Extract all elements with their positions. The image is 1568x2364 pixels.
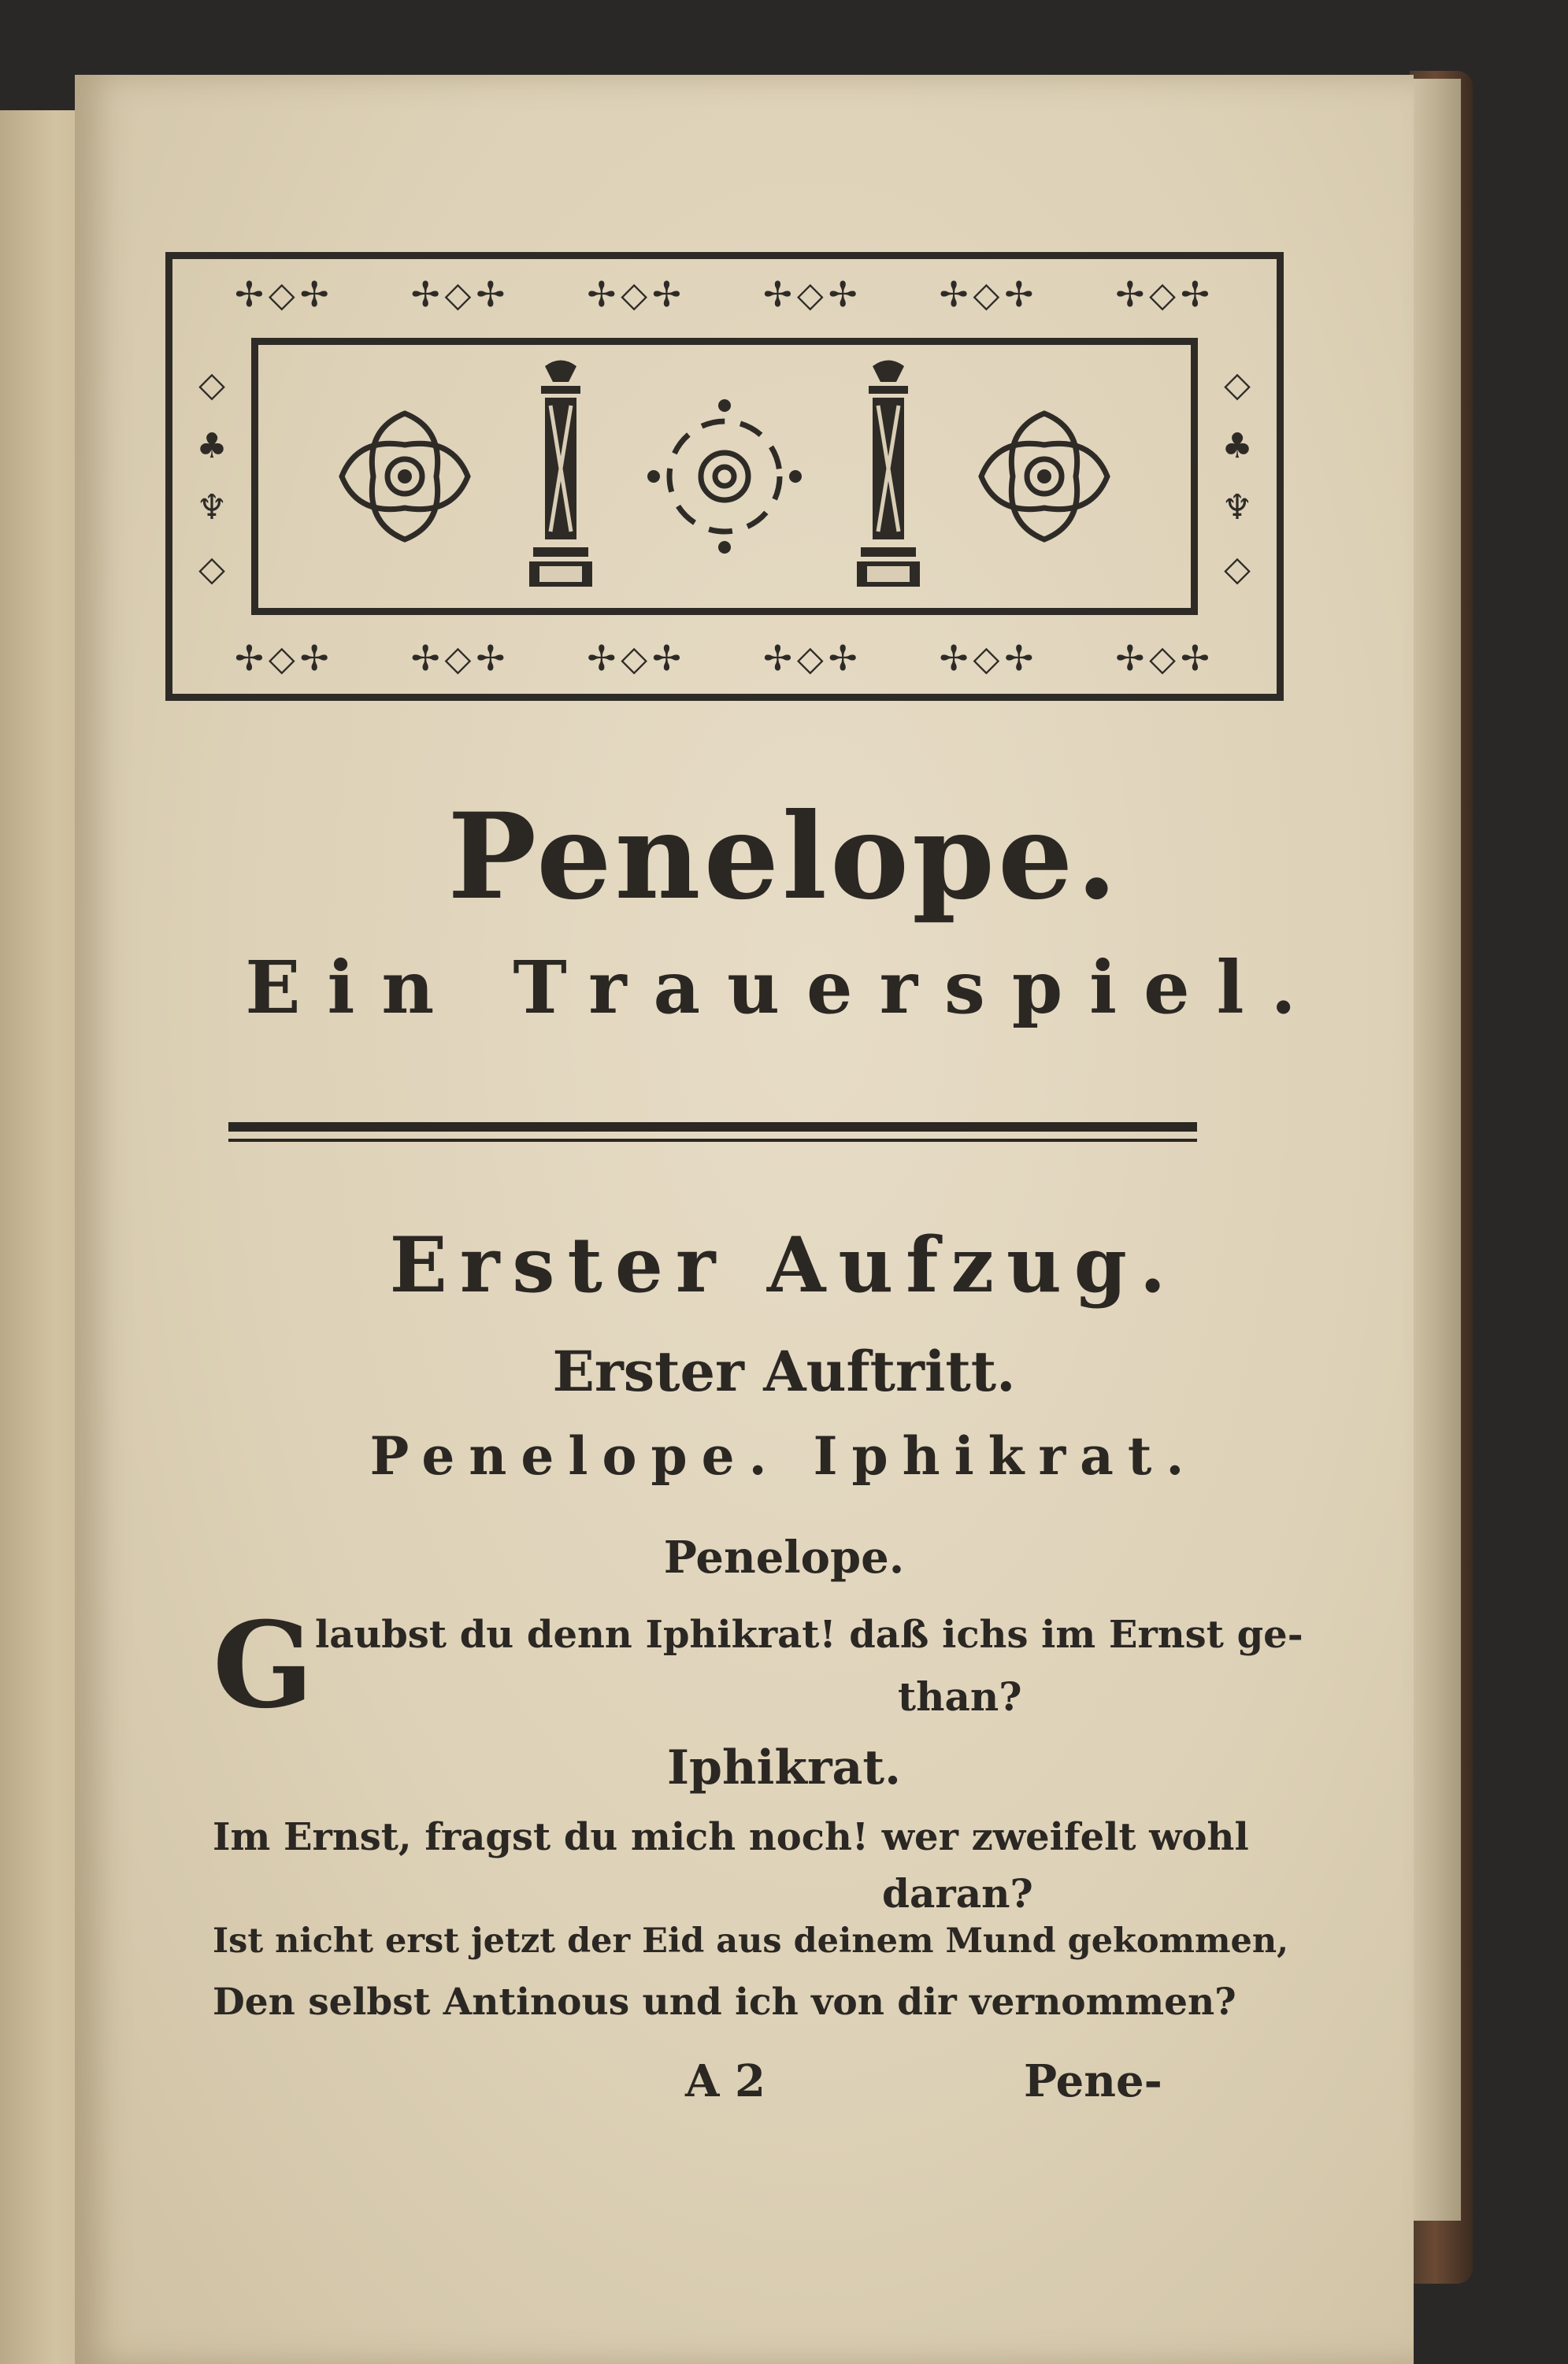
verse-line: daran? bbox=[882, 1870, 1033, 1917]
book-title: Penelope. bbox=[447, 787, 1121, 926]
ornament-center-motifs bbox=[258, 345, 1191, 608]
verse-line: Im Ernst, fragst du mich noch! wer zweifelt wohl bbox=[213, 1815, 1249, 1859]
ornament-left-column: ◇ ♣ ♆ ◇ bbox=[196, 364, 228, 589]
verse-line: laubst du denn Iphikrat! daß ichs im Ernst ge- bbox=[315, 1613, 1303, 1657]
character-list: Penelope. Iphikrat. bbox=[369, 1425, 1199, 1487]
ornament-bottom-row: ✢◇✢ ✢◇✢ ✢◇✢ ✢◇✢ ✢◇✢ ✢◇✢ bbox=[235, 638, 1214, 679]
title-rule-thick bbox=[228, 1122, 1197, 1132]
column-motif-icon bbox=[853, 358, 924, 595]
rosette-motif-icon bbox=[326, 398, 484, 555]
speaker-name: Penelope. bbox=[663, 1532, 905, 1584]
verse-line: Ist nicht erst jetzt der Eid aus deinem Mund gekommen, bbox=[213, 1921, 1289, 1961]
ornament-right-column: ◇ ♣ ♆ ◇ bbox=[1221, 364, 1253, 589]
wreath-motif-icon bbox=[638, 390, 811, 563]
title-rule-thin bbox=[228, 1139, 1197, 1142]
headpiece-ornament bbox=[165, 252, 1284, 701]
book-subtitle: Ein Trauerspiel. bbox=[245, 945, 1323, 1030]
scene-heading: Erster Auftritt. bbox=[552, 1339, 1016, 1404]
catchword: Pene- bbox=[1024, 2055, 1162, 2107]
signature-mark: A 2 bbox=[685, 2055, 765, 2107]
ornament-inner-frame bbox=[251, 338, 1198, 615]
verse-line: than? bbox=[898, 1673, 1022, 1720]
rosette-motif-icon bbox=[966, 398, 1123, 555]
ornament-top-row: ✢◇✢ ✢◇✢ ✢◇✢ ✢◇✢ ✢◇✢ ✢◇✢ bbox=[235, 274, 1214, 315]
verse-line: Den selbst Antinous und ich von dir vernommen? bbox=[213, 1980, 1236, 2024]
speaker-name: Iphikrat. bbox=[666, 1740, 902, 1795]
column-motif-icon bbox=[525, 358, 596, 595]
page-edge bbox=[1414, 79, 1461, 2221]
drop-capital: G bbox=[213, 1596, 314, 1735]
act-heading: Erster Aufzug. bbox=[389, 1221, 1179, 1310]
